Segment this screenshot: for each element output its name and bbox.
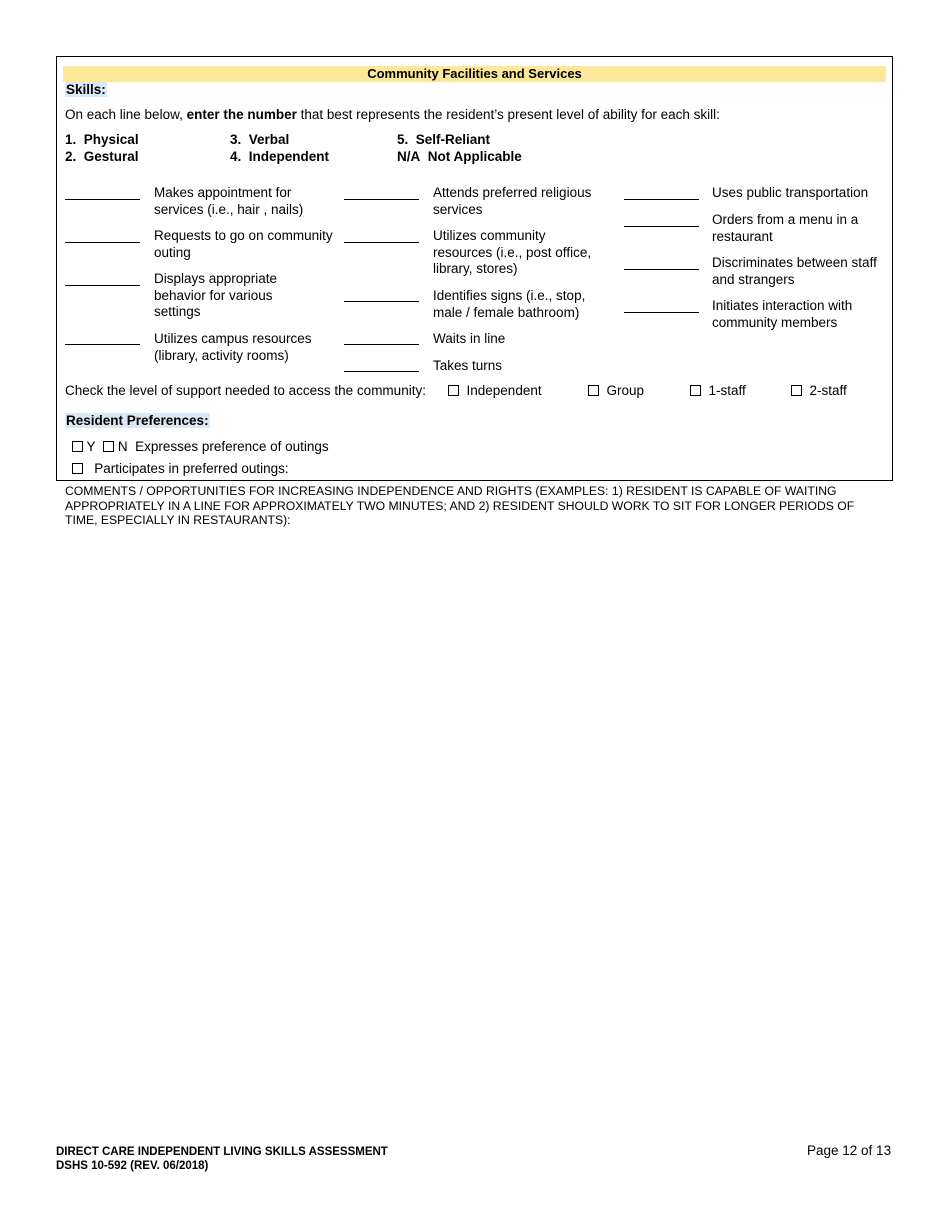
comments-label: COMMENTS / OPPORTUNITIES FOR INCREASING INDEPENDENCE AND RIGHTS (EXAMPLES: 1) RESIDENT IS CAPABLE OF WAITING APPROPRIATELY IN A LINE FOR APPROXIMATELY TWO MINUTES; AND 2) RESIDENT SHOULD WORK TO SIT FOR LONGER PERIODS OF TIME, ESPECIALLY IN RESTAURANTS): (65, 484, 855, 527)
support-option-2-staff[interactable]: 2-staff (791, 383, 847, 398)
section-title: Community Facilities and Services (63, 66, 886, 82)
skill-waits: Waits in line (433, 331, 506, 346)
score-field-initiates[interactable] (624, 312, 699, 313)
score-field-behavior[interactable] (65, 285, 140, 286)
score-field-waits[interactable] (344, 344, 419, 345)
skill-initiates: Initiates interaction with community members (712, 298, 853, 330)
footer-form-number: DSHS 10-592 (REV. 06/2018) (56, 1160, 209, 1172)
scale-4: 4. Independent (230, 149, 330, 164)
participates-row: Participates in preferred outings: (72, 461, 289, 476)
participates-checkbox[interactable] (72, 463, 83, 474)
preferences-label: Resident Preferences: (66, 413, 209, 428)
no-checkbox[interactable] (103, 441, 114, 452)
support-option-independent[interactable]: Independent (448, 383, 542, 398)
skill-community-resources: Utilizes community resources (i.e., post office, library, stores) (433, 228, 592, 276)
skill-appointment: Makes appointment for services (i.e., hair , nails) (154, 185, 304, 217)
skill-menu: Orders from a menu in a restaurant (712, 212, 859, 244)
skill-discriminates: Discriminates between staff and strangers (712, 255, 877, 287)
skill-transportation: Uses public transportation (712, 185, 869, 200)
one-staff-checkbox[interactable] (690, 385, 701, 396)
comments-field[interactable] (65, 530, 887, 1120)
scale-na: N/A Not Applicable (397, 149, 522, 164)
score-field-signs[interactable] (344, 301, 419, 302)
scale-3: 3. Verbal (230, 132, 290, 147)
support-option-group[interactable]: Group (588, 383, 644, 398)
score-field-transportation[interactable] (624, 199, 699, 200)
skill-campus: Utilizes campus resources (library, activity rooms) (154, 331, 312, 363)
skill-behavior: Displays appropriate behavior for various settings (154, 271, 278, 319)
independent-checkbox[interactable] (448, 385, 459, 396)
instruction-text: On each line below, enter the number that best represents the resident’s present level of ability for each skill: (65, 107, 720, 122)
skills-label: Skills: (66, 82, 106, 97)
score-field-campus[interactable] (65, 344, 140, 345)
footer-title: DIRECT CARE INDEPENDENT LIVING SKILLS ASSESSMENT (56, 1146, 388, 1158)
score-field-turns[interactable] (344, 371, 419, 372)
scale-5: 5. Self-Reliant (397, 132, 491, 147)
scale-1: 1. Physical (65, 132, 139, 147)
score-field-outing-request[interactable] (65, 242, 140, 243)
page-number: Page 12 of 13 (807, 1143, 892, 1158)
score-field-menu[interactable] (624, 226, 699, 227)
score-field-community-resources[interactable] (344, 242, 419, 243)
support-option-1-staff[interactable]: 1-staff (690, 383, 746, 398)
yes-checkbox[interactable] (72, 441, 83, 452)
preference-outings-row: Y N Expresses preference of outings (72, 439, 329, 454)
footer (56, 1145, 388, 1173)
scale-2: 2. Gestural (65, 149, 139, 164)
support-question: Check the level of support needed to access the community: (65, 383, 426, 398)
skill-religious: Attends preferred religious services (433, 185, 592, 217)
skill-outing-request: Requests to go on community outing (154, 228, 333, 260)
skill-signs: Identifies signs (i.e., stop, male / female bathroom) (433, 288, 586, 320)
group-checkbox[interactable] (588, 385, 599, 396)
skill-turns: Takes turns (433, 358, 503, 373)
score-field-discriminates[interactable] (624, 269, 699, 270)
score-field-religious[interactable] (344, 199, 419, 200)
two-staff-checkbox[interactable] (791, 385, 802, 396)
score-field-appointment[interactable] (65, 199, 140, 200)
